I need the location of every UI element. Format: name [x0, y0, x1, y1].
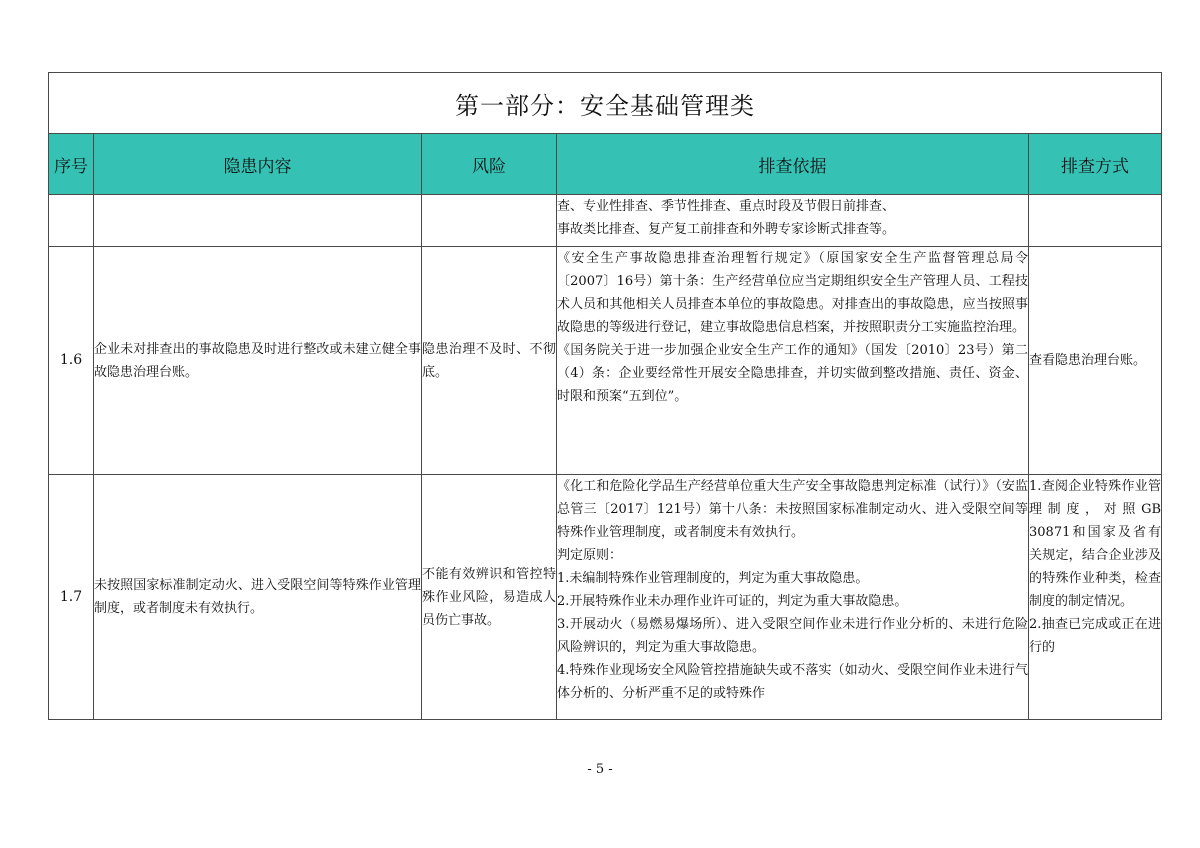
- basis-clip: [557, 475, 1028, 717]
- row-content: 未按照国家标准制定动火、进入受限空间等特殊作业管理制度，或者制度未有效执行。: [94, 475, 422, 720]
- table-row: [49, 195, 1162, 247]
- header-seq: 序号: [49, 134, 94, 195]
- row-method: [1029, 195, 1162, 247]
- header-method: 排查方式: [1029, 134, 1162, 195]
- page-number: - 5 -: [587, 762, 613, 777]
- header-risk: 风险: [422, 134, 557, 195]
- row-risk: 不能有效辨识和管控特殊作业风险，易造成人员伤亡事故。: [422, 475, 557, 720]
- basis-paragraph: 《安全生产事故隐患排查治理暂行规定》（原国家安全生产监督管理总局令〔2007〕16号）第十条：生产经营单位应当定期组织安全生产管理人员、工程技术人员和其他相关人员排查本单位的事故隐患。对排查出的事故隐患，应当按照事故隐患的等级进行登记，建立事故隐患信息档案，并按照职责分工实施监控治理。: [557, 251, 1028, 335]
- basis-paragraph: 4.特殊作业现场安全风险管控措施缺失或不落实（如动火、受限空间作业未进行气体分析的、分析严重不足的或特殊作: [557, 663, 1028, 701]
- basis-paragraph: 判定原则：: [557, 548, 623, 563]
- header-basis: 排查依据: [557, 134, 1029, 195]
- method-paragraph: 1.查阅企业特殊作业管理制度，对照GB 30871和国家及省有关规定，结合企业涉及的特殊作业种类，检查制度的制定情况。: [1029, 479, 1162, 609]
- method-paragraph: 查看隐患治理台账。: [1029, 353, 1147, 368]
- method-clip: [1029, 475, 1161, 717]
- row-risk: 隐患治理不及时、不彻底。: [422, 247, 557, 475]
- section-title: 第一部分：安全基础管理类: [49, 73, 1162, 134]
- row-seq: 1.6: [49, 247, 94, 475]
- hazard-table: [48, 72, 1162, 720]
- basis-paragraph: 事故类比排查、复产复工前排查和外聘专家诊断式排查等。: [557, 222, 896, 237]
- basis-paragraph: 1.未编制特殊作业管理制度的，判定为重大事故隐患。: [557, 571, 869, 586]
- table-row: [49, 475, 1162, 720]
- row-risk: [422, 195, 557, 247]
- row-basis: [557, 475, 1029, 720]
- row-basis: [557, 247, 1029, 475]
- basis-paragraph: 《国务院关于进一步加强企业安全生产工作的通知》（国发〔2010〕23号）第二（4）条：企业要经常性开展安全隐患排查，并切实做到整改措施、责任、资金、时限和预案“五到位”。: [557, 343, 1028, 404]
- row-content: 企业未对排查出的事故隐患及时进行整改或未建立健全事故隐患治理台账。: [94, 247, 422, 475]
- row-content: [94, 195, 422, 247]
- row-seq: 1.7: [49, 475, 94, 720]
- method-paragraph: 2.抽查已完成或正在进行的: [1029, 617, 1162, 655]
- basis-paragraph: 3.开展动火（易燃易爆场所）、进入受限空间作业未进行作业分析的、未进行危险风险辨识的，判定为重大事故隐患。: [557, 617, 1028, 655]
- row-basis: [557, 195, 1029, 247]
- row-method: [1029, 475, 1162, 720]
- basis-paragraph: 2.开展特殊作业未办理作业许可证的，判定为重大事故隐患。: [557, 594, 908, 609]
- basis-paragraph: 查、专业性排查、季节性排查、重点时段及节假日前排查、: [557, 199, 896, 214]
- row-seq: [49, 195, 94, 247]
- table-row: [49, 247, 1162, 475]
- row-method: [1029, 247, 1162, 475]
- basis-paragraph: 《化工和危险化学品生产经营单位重大生产安全事故隐患判定标准（试行）》（安监总管三〔2017〕121号）第十八条：未按照国家标准制定动火、进入受限空间等特殊作业管理制度，或者制度未有效执行。: [557, 479, 1028, 540]
- header-row: [49, 134, 1162, 195]
- header-content: 隐患内容: [94, 134, 422, 195]
